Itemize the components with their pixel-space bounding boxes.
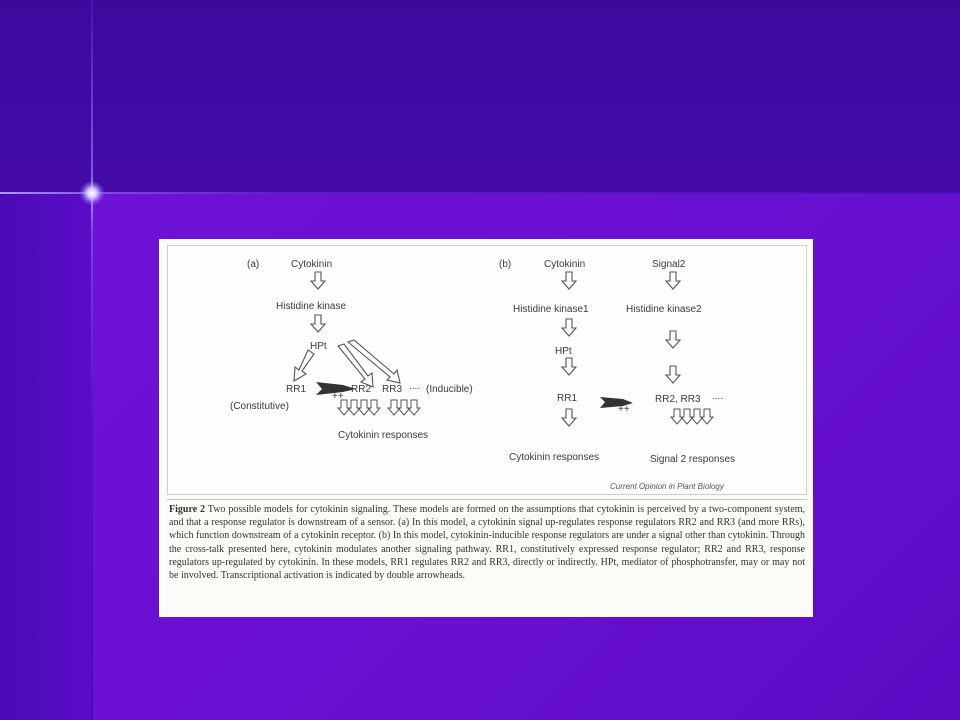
panel-b-signal2: Signal2 bbox=[652, 259, 686, 270]
panel-b-cytokinin: Cytokinin bbox=[544, 259, 586, 270]
panel-a-responses: Cytokinin responses bbox=[338, 430, 429, 441]
panel-b-rr2-rr3: RR2, RR3 bbox=[655, 394, 701, 405]
panel-a-rr2: RR2 bbox=[351, 384, 372, 395]
panel-b-ellipsis: .... bbox=[712, 391, 724, 402]
panel-b-hpt: HPt bbox=[555, 346, 572, 357]
panel-a-rr3: RR3 bbox=[382, 384, 403, 395]
slide-background-left bbox=[0, 193, 92, 720]
figure-caption bbox=[167, 499, 807, 610]
figure-image bbox=[159, 239, 813, 617]
panel-a-hpt: HPt bbox=[310, 341, 327, 352]
figure-credit: Current Opinion in Plant Biology bbox=[610, 482, 724, 491]
slide-background-top bbox=[0, 0, 960, 193]
accent-line-horizontal bbox=[0, 192, 960, 194]
panel-b-histidine-kinase1: Histidine kinase1 bbox=[513, 304, 589, 315]
caption-text: Two possible models for cytokinin signaling. These models are formed on the assumptions that cytokinin is perceived by a two-component system, and that a response regulator is downstream of a sensor. (a) In this model, a cytokinin signal up-regulates response regulators RR2 and RR3 (and more RRs), which function downstream of a cytokinin receptor. (b) In this model, cytokinin-inducible response regulators are under a signal other than cytokinin. Through the cross-talk presented here, cytokinin modulates another signaling pathway. RR1, constitutively expressed response regulator; RR2 and RR3, response regulators up-regulated by cytokinin. In these models, RR1 regulates RR2 and RR3, directly or indirectly. HPt, mediator of phosphotransfer, may or may not be involved. Transcriptional activation is indicated by double arrowheads. bbox=[169, 504, 805, 582]
panel-b-histidine-kinase2: Histidine kinase2 bbox=[626, 304, 702, 315]
panel-a-rr1: RR1 bbox=[286, 384, 307, 395]
signaling-diagram bbox=[167, 245, 807, 495]
panel-b-label: (b) bbox=[499, 259, 512, 270]
panel-a-inducible: (Inducible) bbox=[426, 384, 473, 395]
panel-a-plus: ++ bbox=[332, 391, 344, 402]
panel-b-cytokinin-responses: Cytokinin responses bbox=[509, 452, 600, 463]
accent-line-vertical bbox=[91, 0, 93, 720]
panel-a-label: (a) bbox=[247, 259, 260, 270]
panel-a-histidine-kinase: Histidine kinase bbox=[276, 301, 347, 312]
panel-b-plus: ++ bbox=[618, 404, 630, 415]
panel-a-constitutive: (Constitutive) bbox=[230, 401, 289, 412]
panel-b-signal2-responses: Signal 2 responses bbox=[650, 454, 736, 465]
panel-a-ellipsis: .... bbox=[409, 381, 421, 392]
caption-heading: Figure 2 bbox=[169, 504, 206, 515]
lens-flare-icon bbox=[80, 181, 104, 205]
panel-b-rr1: RR1 bbox=[557, 393, 578, 404]
panel-a-cytokinin: Cytokinin bbox=[291, 259, 333, 270]
